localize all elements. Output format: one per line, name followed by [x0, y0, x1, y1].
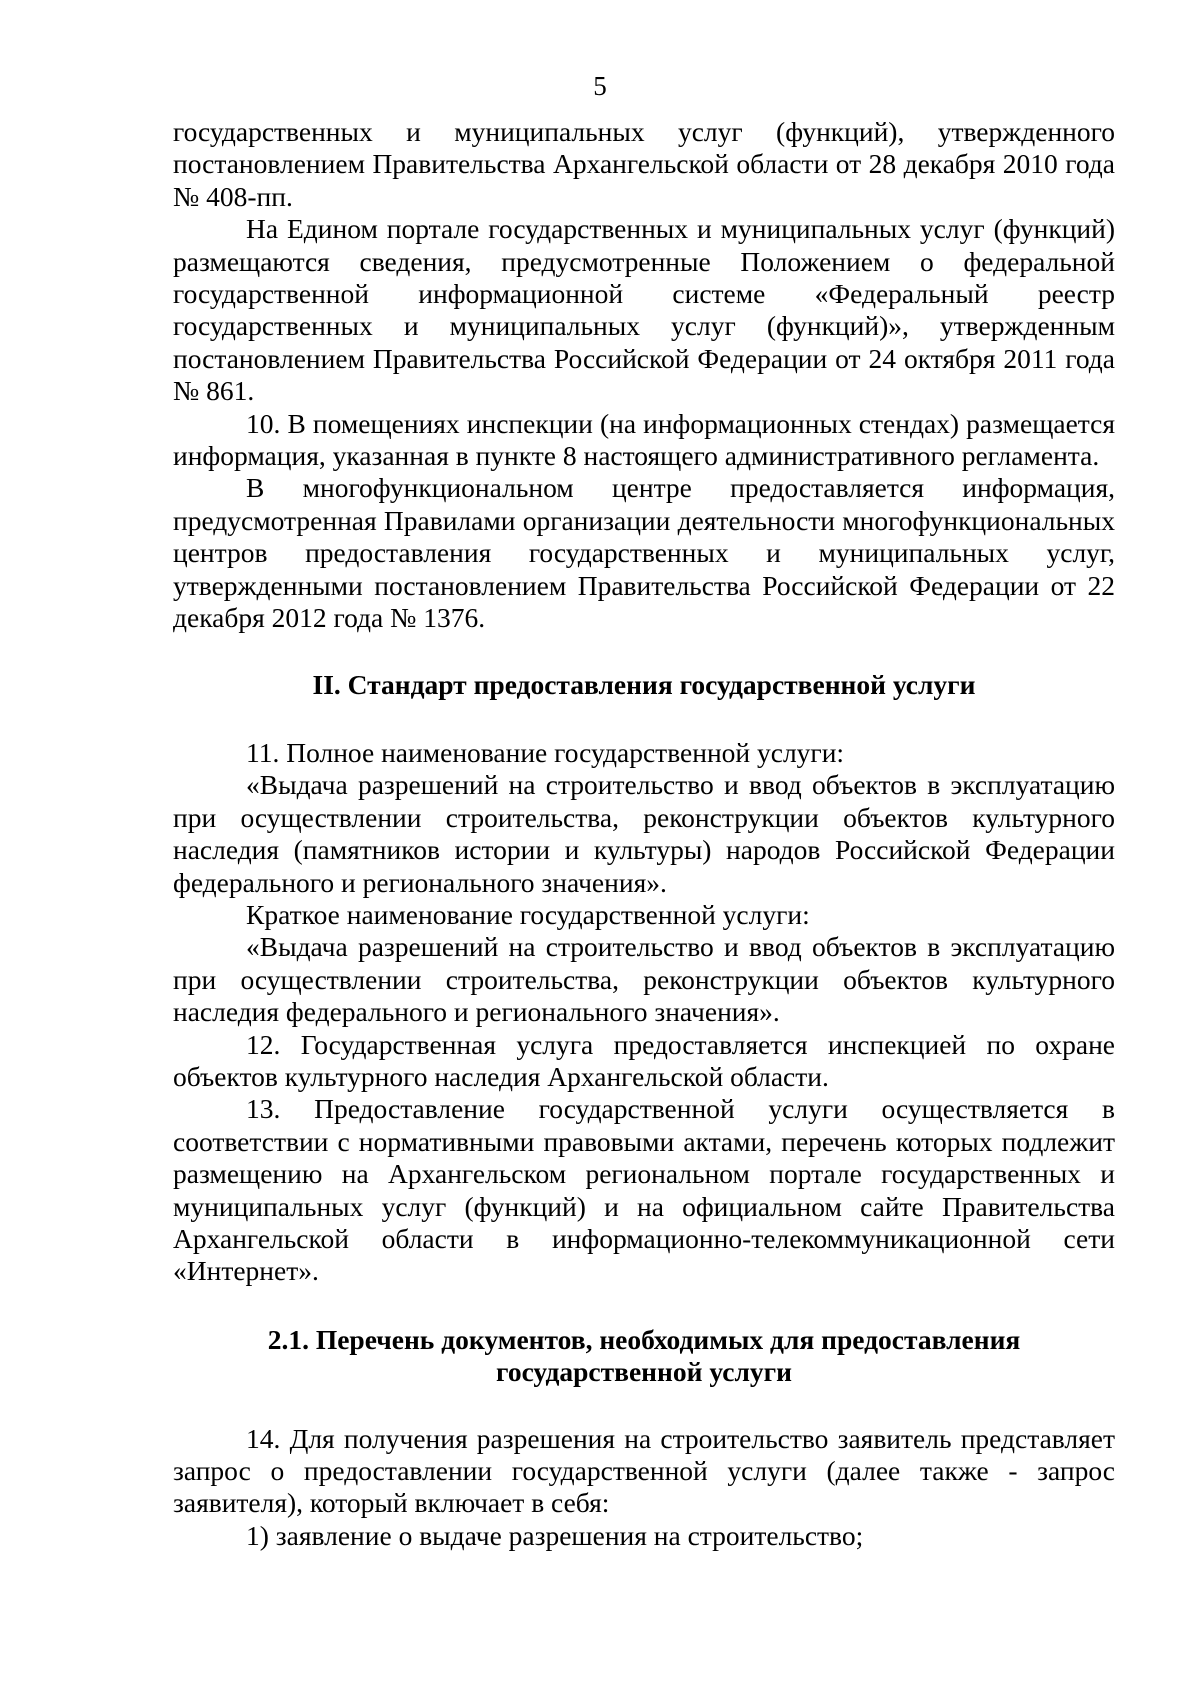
paragraph-item-10: 10. В помещениях инспекции (на информационных стендах) размещается информация, указанная в пункте 8 настоящего административного регламента.	[173, 407, 1115, 472]
paragraph-item-11: 11. Полное наименование государственной услуги:	[246, 736, 845, 768]
document-body	[173, 116, 1115, 1552]
paragraph-short-name: «Выдача разрешений на строительство и ввод объектов в эксплуатацию при осуществлении строительства, реконструкции объектов культурного наследия федерального и регионального значения».	[173, 931, 1115, 1028]
section-heading: II. Стандарт предоставления государственной услуги	[312, 668, 976, 700]
paragraph-item-14: 14. Для получения разрешения на строительство заявитель представляет запрос о предоставлении государственной услуги (далее также - запрос заявителя), который включает в себя:	[173, 1422, 1115, 1519]
paragraph-mfc-info: В многофункциональном центре предоставляется информация, предусмотренная Правилами организации деятельности многофункциональных центров предоставления государственных и муниципальных услуг, утвержденными постановлением Правительства Российской Федерации от 22 декабря 2012 года № 1376.	[173, 472, 1115, 634]
paragraph-item-13: 13. Предоставление государственной услуги осуществляется в соответствии с нормативными правовыми актами, перечень которых подлежит размещению на Архангельском региональном портале государственных и муниципальных услуг (функций) и на официальном сайте Правительства Архангельской области в информационно-телекоммуникационной сети «Интернет».	[173, 1093, 1115, 1287]
paragraph-short-name-label: Краткое наименование государственной услуги:	[246, 898, 810, 930]
paragraph-item-12: 12. Государственная услуга предоставляется инспекцией по охране объектов культурного наследия Архангельской области.	[173, 1028, 1115, 1092]
subsection-heading-line-1: 2.1. Перечень документов, необходимых для предоставления	[267, 1323, 1021, 1355]
subsection-heading	[173, 1324, 1115, 1389]
paragraph-continuation: государственных и муниципальных услуг (функций), утвержденного постановлением Правительства Архангельской области от 28 декабря 2010 года № 408-пп.	[173, 116, 1115, 212]
paragraph-subitem-1: 1) заявление о выдаче разрешения на строительство;	[246, 1519, 864, 1551]
paragraph-full-name: «Выдача разрешений на строительство и ввод объектов в эксплуатацию при осуществлении строительства, реконструкции объектов культурного наследия (памятников истории и культуры) народов Российской Федерации федерального и регионального значения».	[173, 769, 1115, 898]
page-number: 5	[593, 71, 607, 101]
subsection-heading-line-2: государственной услуги	[496, 1356, 792, 1388]
paragraph-unified-portal: На Едином портале государственных и муниципальных услуг (функций) размещаются сведения, предусмотренные Положением о федеральной государственной информационной системе «Федеральный реестр государственных и муниципальных услуг (функций)», утвержденным постановлением Правительства Российской Федерации от 24 октября 2011 года № 861.	[173, 213, 1115, 407]
